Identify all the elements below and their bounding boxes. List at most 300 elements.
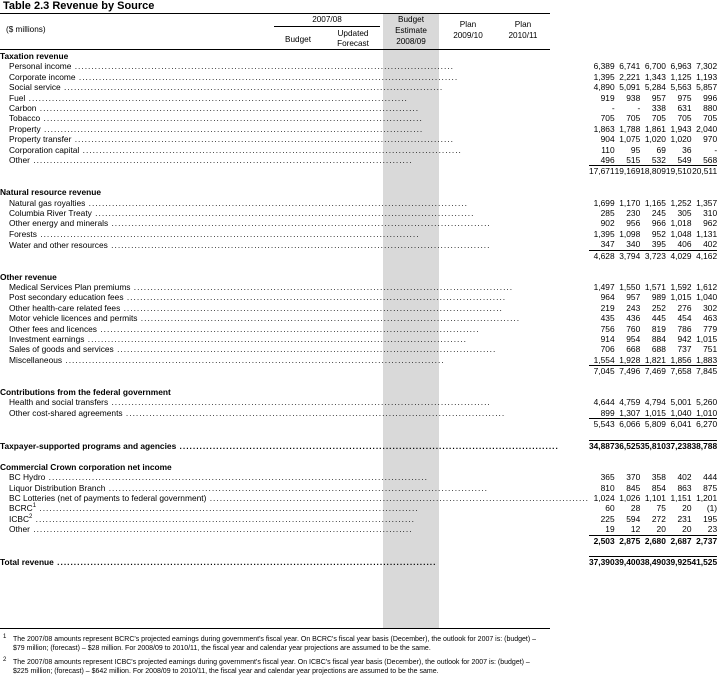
- taxation-row-label: [9, 93, 408, 103]
- crown-row-value: 28: [630, 503, 641, 514]
- natural-row-label: [9, 208, 474, 218]
- crown-row: [0, 483, 717, 493]
- natural-row-label-cell: [0, 208, 589, 218]
- crown-heading-label: [0, 462, 172, 472]
- spacer-cell: [666, 377, 692, 387]
- crown-heading-value: [666, 462, 692, 472]
- other-row-value: 942: [677, 333, 692, 344]
- federal-subtotal: [0, 419, 717, 430]
- crown-heading: [0, 462, 717, 472]
- federal-subtotal-value: 5,543: [589, 419, 615, 430]
- taxpayer-total-value: 38,788: [691, 440, 717, 451]
- crown-row-value: 370: [626, 472, 641, 483]
- federal-row: [0, 397, 717, 407]
- taxation-row-value: 6,700: [644, 61, 666, 72]
- taxation-subtotal-value: 19,510: [665, 166, 692, 177]
- crown-row: [0, 524, 717, 535]
- spacer-cell: [691, 377, 717, 387]
- footnote-1: [3, 635, 543, 653]
- taxpayer-total-label-text: Taxpayer-supported programs and agencies: [0, 440, 177, 451]
- taxation-row: [0, 155, 717, 166]
- spacer-cell: [589, 261, 615, 271]
- other-row-value: 1,592: [670, 281, 692, 292]
- natural-row-label: [9, 229, 420, 239]
- natural-row-label: [9, 218, 491, 228]
- taxation-heading-value: [691, 51, 717, 61]
- taxation-subtotal-label-cell: [0, 166, 589, 177]
- federal-row-label: [9, 397, 491, 407]
- footnote-2-mark: 2: [3, 657, 7, 663]
- other-row-value: 954: [626, 333, 641, 344]
- taxation-row-label: [9, 145, 462, 155]
- natural-subtotal-value: 4,628: [589, 250, 615, 261]
- taxation-row-value: 515: [626, 155, 641, 166]
- crown-row-value: 1,101: [644, 492, 666, 503]
- other-row-label: [9, 292, 506, 302]
- natural-row-value: 1,165: [644, 197, 666, 208]
- crown-row-label: [9, 514, 415, 524]
- crown-row-value: 231: [677, 513, 692, 524]
- grand-total-label-text: Total revenue: [0, 557, 54, 568]
- taxation-heading-label: [0, 51, 68, 61]
- taxation-row-value: 705: [600, 113, 615, 124]
- table-title: Table 2.3 Revenue by Source: [3, 0, 155, 12]
- header-estimate-1: Budget: [398, 15, 424, 24]
- natural-heading: [0, 187, 717, 197]
- crown-row-value: 20: [656, 524, 666, 535]
- crown-row-label-text: BC Hydro: [9, 472, 46, 483]
- grand-total-value: 39,925: [665, 557, 692, 568]
- taxpayer-total-value: 37,238: [665, 440, 692, 451]
- taxation-row: [0, 113, 717, 123]
- natural-row-label-cell: [0, 198, 589, 208]
- taxation-row-value: 1,343: [644, 71, 666, 82]
- other-row-value: 219: [600, 302, 615, 313]
- spacer-cell: [691, 261, 717, 271]
- crown-row-label-cell: [0, 493, 589, 503]
- federal-subtotal-value: 6,270: [691, 419, 717, 430]
- spacer-cell: [640, 546, 666, 557]
- footnote-1-mark: 1: [3, 634, 7, 640]
- header-plan1-a: Plan: [459, 20, 477, 29]
- other-row-value: 779: [703, 323, 717, 334]
- taxation-row-label-cell: [0, 72, 589, 82]
- taxation-row-value: 4,890: [593, 82, 615, 93]
- taxation-subtotal: [0, 166, 717, 177]
- taxation-row-label-text: Tobacco: [9, 113, 41, 124]
- taxation-row-label-cell: [0, 103, 589, 113]
- natural-heading-label-cell: [0, 187, 589, 197]
- crown-row-label: [9, 493, 589, 503]
- other-row-label-text: Other fees and licences: [9, 323, 97, 334]
- spacer-row: [0, 377, 717, 387]
- crown-row-label: [9, 472, 428, 482]
- federal-row-value: 4,794: [644, 397, 666, 408]
- other-subtotal-value: 7,045: [589, 366, 615, 377]
- other-heading-value: [691, 272, 717, 282]
- federal-row-value: 5,260: [696, 397, 717, 408]
- natural-row: [0, 239, 717, 250]
- federal-row-value: 1,010: [696, 407, 717, 418]
- taxation-row-value: 957: [651, 92, 666, 103]
- crown-row-value: 365: [600, 472, 615, 483]
- crown-row-label-cell: [0, 514, 589, 524]
- other-row-value: 436: [626, 313, 641, 324]
- taxation-row-value: 496: [600, 155, 615, 166]
- spacer-cell: [666, 261, 692, 271]
- other-row-label: [9, 282, 513, 292]
- taxation-row-value: 2,221: [619, 71, 641, 82]
- crown-row-value: (1): [706, 503, 717, 514]
- footnote-2-text: The 2007/08 amounts represent ICBC's projected earnings during government's fiscal year. On ICBC's fiscal year basis (December), the outlook for 2007 is: (budget) – $225 million; (forecast) – $642 million. For 2008/09 to 2010/11, the fiscal year and calendar year projections are assumed to be the same.: [13, 659, 530, 675]
- other-row-value: 760: [626, 323, 641, 334]
- natural-row-label-cell: [0, 239, 589, 250]
- spacer-cell: [691, 451, 717, 461]
- crown-heading-label-text: Commercial Crown corporation net income: [0, 461, 172, 472]
- taxation-row-value: 5,563: [670, 82, 692, 93]
- spacer-cell: [691, 430, 717, 441]
- spacer-cell: [615, 451, 641, 461]
- other-subtotal-value: 7,658: [666, 366, 692, 377]
- taxation-row-value: 1,193: [696, 71, 717, 82]
- natural-row-label-cell: [0, 229, 589, 239]
- taxation-row-label-cell: [0, 82, 589, 92]
- taxation-heading: [0, 51, 717, 61]
- other-row-value: 1,040: [696, 292, 717, 303]
- taxation-row-value: 705: [651, 113, 666, 124]
- natural-heading-value: [589, 187, 615, 197]
- crown-row-value: 60: [605, 503, 615, 514]
- taxation-subtotal-value: 18,809: [640, 166, 666, 177]
- taxation-row-label-cell: [0, 113, 589, 123]
- other-row-label: [9, 324, 480, 334]
- natural-subtotal-value: 3,794: [615, 250, 641, 261]
- federal-subtotal-value: 6,066: [615, 419, 641, 430]
- taxation-row-label: [9, 134, 454, 144]
- other-row-value: 957: [626, 292, 641, 303]
- crown-row-value: 810: [600, 482, 615, 493]
- taxation-heading-label-text: Taxation revenue: [0, 51, 69, 61]
- natural-row-value: 340: [626, 239, 641, 250]
- natural-row-value: 1,131: [696, 228, 717, 239]
- spacer-cell: [615, 261, 641, 271]
- other-row-label-cell: [0, 334, 589, 344]
- taxation-row-value: 880: [703, 103, 717, 114]
- other-row-label-text: Motor vehicle licences and permits: [9, 313, 138, 324]
- crown-row-label-cell: [0, 483, 589, 493]
- taxation-row-value: 631: [677, 103, 692, 114]
- other-row-label-text: Sales of goods and services: [9, 344, 114, 355]
- natural-row: [0, 208, 717, 218]
- grand-total-value: 37,390: [588, 557, 615, 568]
- crown-heading-value: [640, 462, 666, 472]
- natural-row: [0, 229, 717, 239]
- other-row-value: 751: [703, 344, 717, 355]
- taxation-row-value: 705: [677, 113, 692, 124]
- header-estimate-2: Estimate: [395, 26, 427, 35]
- natural-row-value: 1,048: [670, 228, 692, 239]
- crown-row-label-cell: [0, 472, 589, 482]
- crown-subtotal-value: 2,503: [589, 535, 615, 546]
- taxpayer-total: [0, 440, 717, 451]
- spacer-cell: [589, 451, 615, 461]
- taxation-row-value: 6,741: [619, 61, 641, 72]
- federal-row-value: 4,644: [593, 397, 615, 408]
- taxation-row-value: 1,863: [593, 123, 615, 134]
- other-row: [0, 355, 717, 366]
- taxation-heading-value: [640, 51, 666, 61]
- taxation-subtotal-value: 19,169: [614, 166, 641, 177]
- natural-row-value: 966: [651, 218, 666, 229]
- taxation-row-value: 970: [703, 134, 717, 145]
- crown-row-label: [9, 483, 488, 493]
- taxation-row-value: 5,284: [644, 82, 666, 93]
- federal-row: [0, 408, 717, 419]
- spacer-cell: [640, 430, 666, 441]
- other-subtotal-value: 7,469: [640, 366, 666, 377]
- natural-subtotal-value: 4,029: [666, 250, 692, 261]
- taxation-row: [0, 124, 717, 134]
- taxation-heading-label-cell: [0, 51, 589, 61]
- taxation-heading-value: [666, 51, 692, 61]
- taxation-row-label-cell: [0, 134, 589, 144]
- taxation-row-label-cell: [0, 145, 589, 155]
- other-row-label-cell: [0, 313, 589, 323]
- crown-row-value: 195: [703, 513, 717, 524]
- spacer-cell: [666, 546, 692, 557]
- taxation-row-label-cell: [0, 93, 589, 103]
- federal-heading-label-text: Contributions from the federal government: [0, 386, 171, 397]
- crown-heading-value: [615, 462, 641, 472]
- grand-total-value: 41,525: [691, 557, 717, 568]
- taxation-row-value: 532: [651, 155, 666, 166]
- crown-row-value: 20: [682, 503, 692, 514]
- crown-row-value: 1,201: [696, 492, 717, 503]
- spacer-row: [0, 177, 717, 187]
- other-row-label: [9, 313, 520, 323]
- taxation-row-value: 1,861: [644, 123, 666, 134]
- crown-row-value: 225: [600, 513, 615, 524]
- other-subtotal: [0, 366, 717, 377]
- other-row-label: [9, 334, 467, 344]
- taxation-row-value: -: [714, 144, 717, 155]
- other-row-label-text: Medical Services Plan premiums: [9, 281, 131, 292]
- spacer-cell: [640, 177, 666, 187]
- other-heading-value: [640, 272, 666, 282]
- taxation-row-value: 705: [703, 113, 717, 124]
- header-bottom-rule: [0, 49, 550, 50]
- taxation-row-label-cell: [0, 155, 589, 166]
- other-row-label-cell: [0, 324, 589, 334]
- natural-row-value: 285: [600, 208, 615, 219]
- spacer-cell: [640, 451, 666, 461]
- taxation-row: [0, 72, 717, 82]
- header-estimate-3: 2008/09: [396, 37, 426, 46]
- crown-row-label-text: Liquor Distribution Branch: [9, 482, 106, 493]
- other-row: [0, 334, 717, 344]
- other-subtotal-value: 7,496: [615, 366, 641, 377]
- crown-heading-value: [589, 462, 615, 472]
- other-row-value: 435: [600, 313, 615, 324]
- taxation-heading-value: [589, 51, 615, 61]
- taxation-heading-value: [615, 51, 641, 61]
- other-row-label: [9, 344, 496, 354]
- taxation-row-label-cell: [0, 124, 589, 134]
- other-heading-label-cell: [0, 272, 589, 282]
- header-group-rule: [274, 26, 380, 27]
- taxation-row-value: 1,943: [670, 123, 692, 134]
- spacer-cell: [640, 377, 666, 387]
- taxation-row-value: 975: [677, 92, 692, 103]
- other-row: [0, 282, 717, 292]
- crown-subtotal-value: 2,687: [666, 535, 692, 546]
- crown-row-value: 12: [630, 524, 641, 535]
- other-row-value: 737: [677, 344, 692, 355]
- spacer-cell: [589, 546, 615, 557]
- taxation-row-label-text: Corporation capital: [9, 144, 80, 155]
- taxation-row: [0, 145, 717, 155]
- other-row-label-text: Post secondary education fees: [9, 292, 124, 303]
- other-heading-label: [0, 272, 57, 282]
- other-row: [0, 313, 717, 323]
- other-row-value: 1,612: [696, 281, 717, 292]
- natural-row-value: 310: [703, 208, 717, 219]
- other-heading-value: [615, 272, 641, 282]
- taxation-row: [0, 103, 717, 113]
- spacer-cell: [666, 177, 692, 187]
- header-budget: Budget: [285, 35, 311, 44]
- other-row-value: 302: [703, 302, 717, 313]
- taxation-row: [0, 82, 717, 92]
- crown-row-value: 854: [651, 482, 666, 493]
- taxation-row-value: 549: [677, 155, 692, 166]
- other-row-label-cell: [0, 355, 589, 366]
- crown-row-label: [9, 524, 413, 534]
- crown-row-value: 20: [682, 524, 692, 535]
- other-row-label-text: Miscellaneous: [9, 355, 63, 365]
- taxation-row-value: 36: [682, 144, 692, 155]
- spacer-cell: [0, 377, 589, 387]
- grand-total: [0, 557, 717, 568]
- crown-row: [0, 503, 717, 513]
- top-rule: [0, 13, 550, 14]
- federal-row-label-text: Health and social transfers: [9, 397, 109, 408]
- taxation-row-value: 1,788: [619, 123, 641, 134]
- natural-row-label-text: Columbia River Treaty: [9, 208, 92, 219]
- taxation-row-value: 5,857: [696, 82, 717, 93]
- federal-heading-value: [666, 387, 692, 397]
- crown-row-value: 272: [651, 513, 666, 524]
- natural-subtotal-value: 3,723: [640, 250, 666, 261]
- other-row-value: 964: [600, 292, 615, 303]
- taxpayer-total-label-cell: [0, 440, 589, 451]
- crown-row-value: 1,024: [593, 492, 615, 503]
- other-row-value: 1,571: [644, 281, 666, 292]
- taxation-row-value: 996: [703, 92, 717, 103]
- taxation-row-label-text: Other: [9, 155, 30, 166]
- other-row-value: 914: [600, 333, 615, 344]
- spacer-cell: [0, 261, 589, 271]
- footnote-2: [3, 658, 543, 676]
- taxation-row: [0, 134, 717, 144]
- other-row-value: 786: [677, 323, 692, 334]
- federal-heading: [0, 387, 717, 397]
- spacer-cell: [0, 430, 589, 441]
- other-subtotal-label-cell: [0, 366, 589, 377]
- crown-row-label-cell: [0, 503, 589, 513]
- other-row-value: 1,497: [593, 281, 615, 292]
- crown-row-value: 75: [656, 503, 666, 514]
- natural-row-label-text: Other energy and minerals: [9, 218, 109, 229]
- revenue-table: [0, 51, 717, 568]
- crown-row-label-text: ICBC: [9, 513, 30, 524]
- crown-heading-label-cell: [0, 462, 589, 472]
- taxation-row-label-text: Property transfer: [9, 134, 72, 145]
- other-row-value: 668: [626, 344, 641, 355]
- other-row-label-cell: [0, 292, 589, 302]
- other-heading: [0, 272, 717, 282]
- federal-heading-value: [640, 387, 666, 397]
- natural-heading-value: [691, 187, 717, 197]
- grand-total-label: [0, 557, 436, 567]
- natural-heading-label: [0, 187, 101, 197]
- taxation-row-label: [9, 103, 419, 113]
- taxation-row-label-text: Property: [9, 123, 41, 134]
- spacer-cell: [666, 430, 692, 441]
- natural-row-label-cell: [0, 218, 589, 228]
- crown-row-label-text: BCRC: [9, 503, 33, 514]
- other-row-value: 445: [651, 313, 666, 324]
- grand-total-value: 39,400: [614, 557, 641, 568]
- taxation-row-label-text: Fuel: [9, 92, 26, 103]
- taxation-row-value: 6,963: [670, 61, 692, 72]
- other-heading-label-text: Other revenue: [0, 271, 57, 282]
- taxation-row-label: [9, 113, 423, 123]
- other-heading-value: [666, 272, 692, 282]
- crown-row-footnote-ref: 2: [29, 514, 33, 520]
- natural-heading-value: [666, 187, 692, 197]
- spacer-row: [0, 261, 717, 271]
- crown-row-value: 863: [677, 482, 692, 493]
- spacer-cell: [589, 377, 615, 387]
- federal-heading-label: [0, 387, 171, 397]
- taxation-row-value: 110: [601, 144, 615, 155]
- unit-label: ($ millions): [6, 25, 46, 34]
- crown-row-value: 1,026: [619, 492, 641, 503]
- crown-row: [0, 514, 717, 524]
- other-row-label-text: Investment earnings: [9, 333, 85, 344]
- header-plan1-b: 2009/10: [453, 31, 483, 40]
- taxation-row-value: 5,091: [619, 82, 641, 93]
- taxation-row-label: [9, 61, 454, 71]
- spacer-cell: [0, 546, 589, 557]
- other-row-value: 756: [600, 323, 615, 334]
- natural-row-value: 956: [626, 218, 641, 229]
- header-group-2007: 2007/08: [312, 15, 342, 24]
- natural-row-value: 1,395: [593, 228, 615, 239]
- taxation-row-value: 338: [651, 103, 666, 114]
- taxation-row-value: 69: [656, 144, 666, 155]
- taxpayer-total-value: 36,525: [614, 440, 641, 451]
- crown-subtotal-label-cell: [0, 535, 589, 546]
- natural-subtotal-value: 4,162: [691, 250, 717, 261]
- spacer-row: [0, 430, 717, 441]
- other-row-label-cell: [0, 344, 589, 354]
- federal-heading-label-cell: [0, 387, 589, 397]
- taxation-row-value: 1,020: [644, 134, 666, 145]
- header-plan2-a: Plan: [514, 20, 532, 29]
- natural-row-value: 402: [703, 239, 717, 250]
